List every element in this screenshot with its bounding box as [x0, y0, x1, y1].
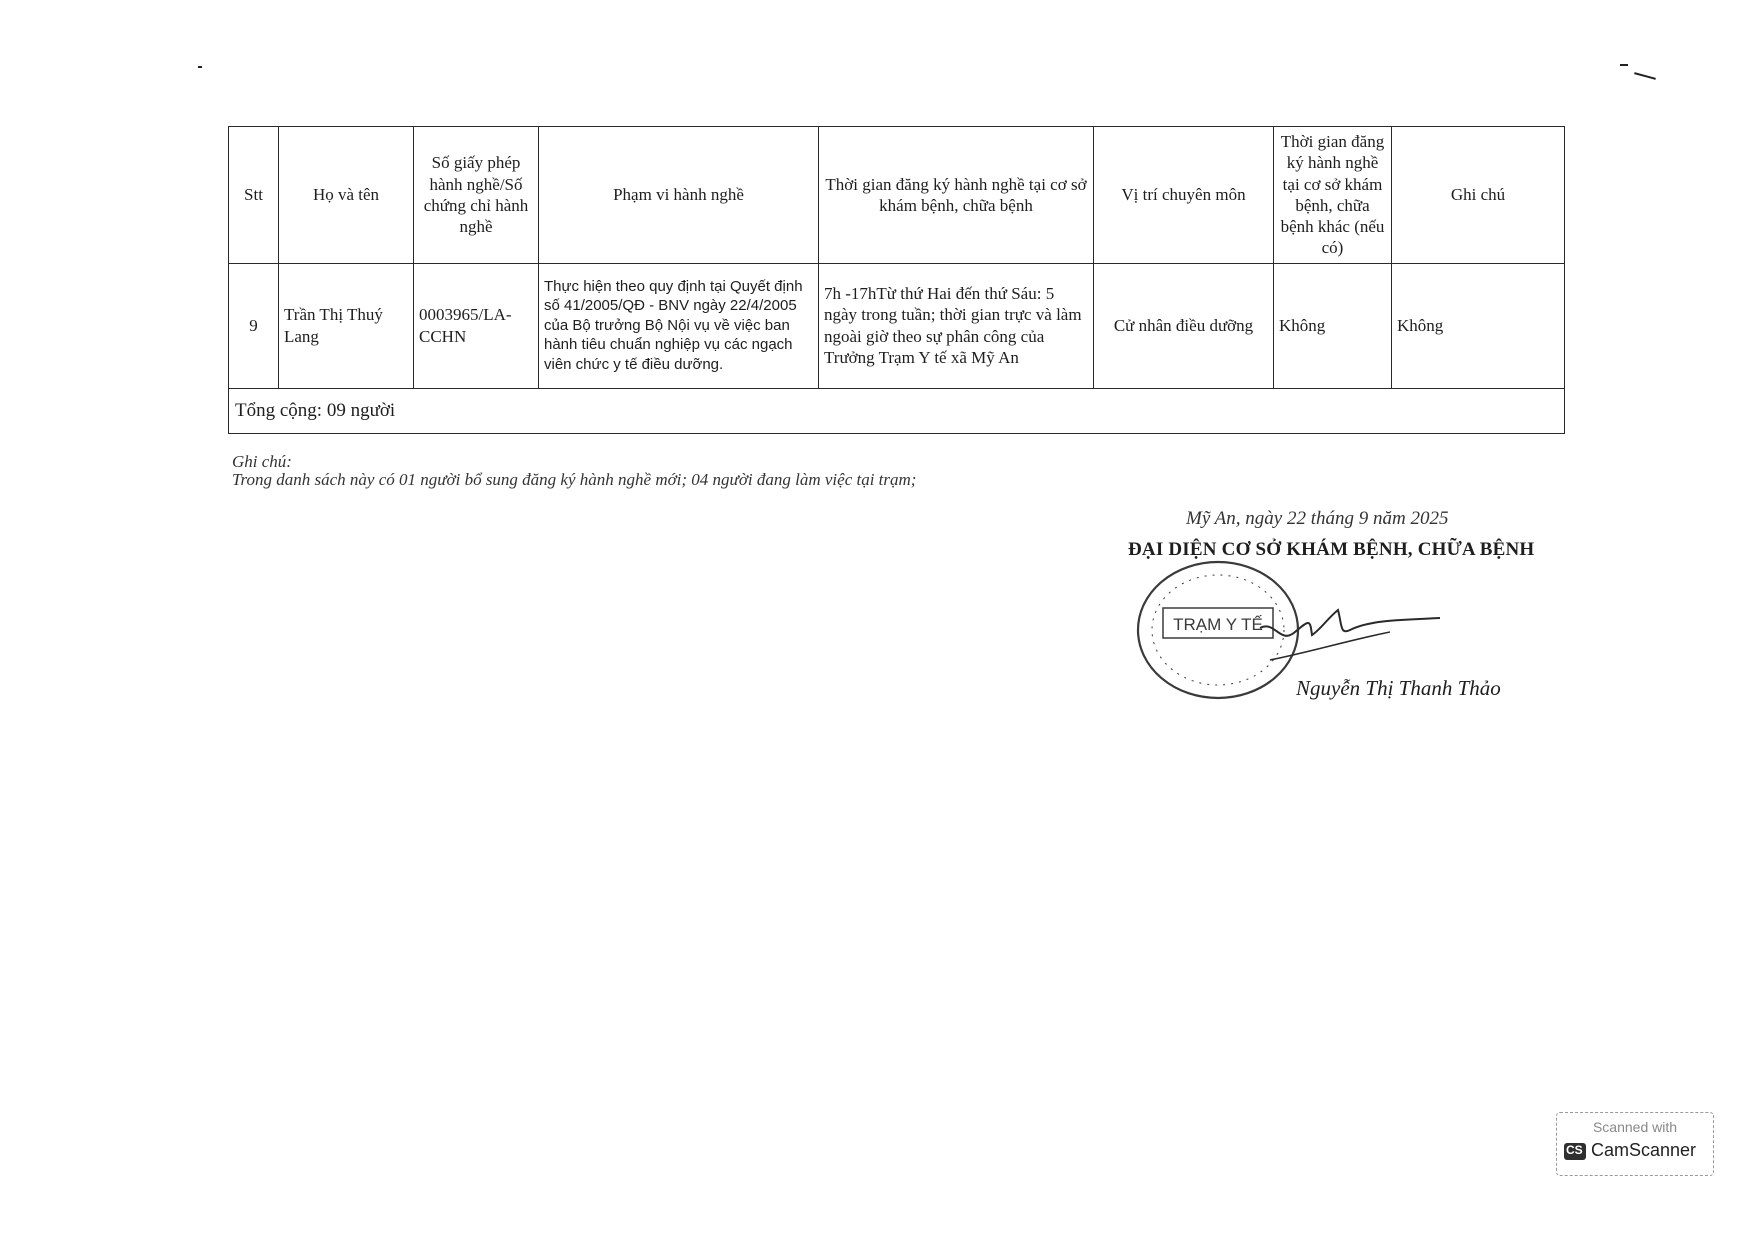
- cell-name: Trần Thị Thuý Lang: [279, 263, 414, 388]
- header-note: Ghi chú: [1392, 127, 1565, 264]
- cell-note: Không: [1392, 263, 1565, 388]
- cell-position: Cử nhân điều dưỡng: [1094, 263, 1274, 388]
- cell-license: 0003965/LA-CCHN: [414, 263, 539, 388]
- header-position: Vị trí chuyên môn: [1094, 127, 1274, 264]
- registration-table: [228, 126, 1565, 434]
- note-title: Ghi chú:: [232, 452, 292, 471]
- scan-speck: [1620, 64, 1628, 66]
- cell-stt: 9: [229, 263, 279, 388]
- header-other-time: Thời gian đăng ký hành nghề tại cơ sở khám bệnh, chữa bệnh khác (nếu có): [1274, 127, 1392, 264]
- header-license: Số giấy phép hành nghề/Số chứng chỉ hành nghề: [414, 127, 539, 264]
- table-row: [229, 263, 1565, 388]
- header-stt: Stt: [229, 127, 279, 264]
- handwritten-signature: [1250, 580, 1450, 680]
- signature-date: Mỹ An, ngày 22 tháng 9 năm 2025: [1186, 508, 1449, 529]
- signer-name: Nguyễn Thị Thanh Thảo: [1296, 676, 1501, 700]
- note-text: Trong danh sách này có 01 người bổ sung đăng ký hành nghề mới; 04 người đang làm việc tại trạm;: [232, 470, 917, 489]
- cell-scope: Thực hiện theo quy định tại Quyết định số 41/2005/QĐ - BNV ngày 22/4/2005 của Bộ trưởng Bộ Nội vụ về việc ban hành tiêu chuẩn nghiệp vụ các ngạch viên chức y tế điều dưỡng.: [539, 263, 819, 388]
- watermark-caption: Scanned with: [1592, 1119, 1678, 1135]
- table-header-row: [229, 127, 1565, 264]
- logo-text: CS: [1566, 1143, 1583, 1157]
- header-time: Thời gian đăng ký hành nghề tại cơ sở khám bệnh, chữa bệnh: [819, 127, 1094, 264]
- signature-organization: ĐẠI DIỆN CƠ SỞ KHÁM BỆNH, CHỮA BỆNH: [1128, 539, 1535, 560]
- camscanner-logo-icon: [1564, 1143, 1586, 1160]
- scan-speck: [198, 66, 202, 68]
- camscanner-watermark: [1556, 1112, 1714, 1176]
- cell-other-time: Không: [1274, 263, 1392, 388]
- svg-text:TRẠM Y TẾ: TRẠM Y TẾ: [1173, 615, 1263, 634]
- total-row: [229, 388, 1565, 433]
- scan-speck: [1634, 72, 1656, 80]
- header-name: Họ và tên: [279, 127, 414, 264]
- cell-time: 7h -17hTừ thứ Hai đến thứ Sáu: 5 ngày trong tuần; thời gian trực và làm ngoài giờ theo sự phân công của Trưởng Trạm Y tế xã Mỹ An: [819, 263, 1094, 388]
- watermark-brand: CamScanner: [1591, 1140, 1697, 1160]
- header-scope: Phạm vi hành nghề: [539, 127, 819, 264]
- total-cell: Tổng cộng: 09 người: [229, 388, 1565, 433]
